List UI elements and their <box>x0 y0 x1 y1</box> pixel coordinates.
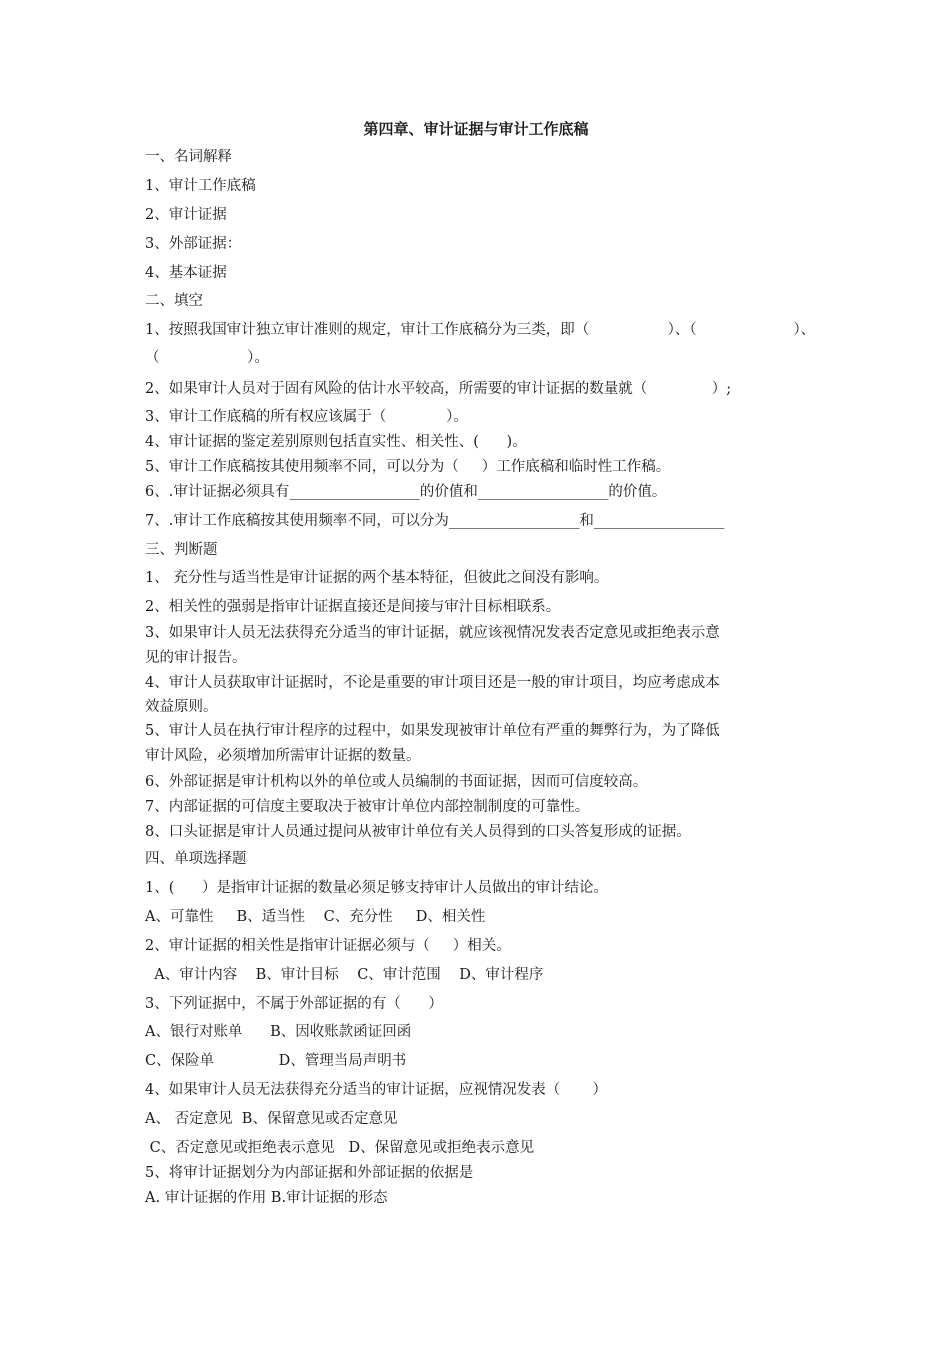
text-line: A、银行对账单 B、因收账款函证回函 <box>145 1024 412 1040</box>
text-line: C、否定意见或拒绝表示意见 D、保留意见或拒绝表示意见 <box>145 1140 535 1156</box>
text-line: A. 审计证据的作用 B.审计证据的形态 <box>145 1190 388 1206</box>
text-line: A、 否定意见 B、保留意见或否定意见 <box>145 1111 398 1127</box>
text-line: 5、审计人员在执行审计程序的过程中，如果发现被审计单位有严重的舞弊行为，为了降低 <box>145 723 720 739</box>
text-line: 6、外部证据是审计机构以外的单位或人员编制的书面证据，因而可信度较高。 <box>145 774 648 790</box>
text-line: 见的审计报告。 <box>145 650 247 666</box>
text-line: 5、将审计证据划分为内部证据和外部证据的依据是 <box>145 1165 474 1181</box>
text-line: C、保险单 D、管理当局声明书 <box>145 1053 407 1069</box>
section-heading-4: 四、单项选择题 <box>145 851 247 867</box>
text-line: 8、口头证据是审计人员通过提问从被审计单位有关人员得到的口头答复形成的证据。 <box>145 824 691 840</box>
text-line: A、可靠性 B、适当性 C、充分性 D、相关性 <box>145 909 486 925</box>
text-line: 2、相关性的强弱是指审计证据直接还是间接与审汁目标相联系。 <box>145 599 561 615</box>
text-line: 1、审计工作底稿 <box>145 178 256 194</box>
text-line: 3、审计工作底稿的所有权应该属于（ ）。 <box>145 409 468 425</box>
text-line: 4、审计人员获取审计证据时，不论是重要的审计项目还是一般的审计项目，均应考虑成本 <box>145 675 720 691</box>
text-line: 3、外部证据： <box>145 236 242 252</box>
text-line: 4、基本证据 <box>145 265 227 281</box>
chapter-title: 第四章、审计证据与审计工作底稿 <box>363 120 589 138</box>
text-line: 3、下列证据中，不属于外部证据的有（ ） <box>145 996 443 1012</box>
text-line: 7、.审计工作底稿按其使用频率不同，可以分为__________________和__________________ <box>145 513 725 529</box>
text-line: 2、如果审计人员对于固有风险的估计水平较高，所需要的审计证据的数量就（ ）; <box>145 381 732 397</box>
section-heading-2: 二、填空 <box>145 293 203 309</box>
text-line: 2、审计证据 <box>145 207 227 223</box>
text-line: 效益原则。 <box>145 699 218 715</box>
text-line: 5、审计工作底稿按其使用频率不同，可以分为（ ）工作底稿和临时性工作稿。 <box>145 459 671 475</box>
text-line: A、审计内容 B、审计目标 C、审计范围 D、审计程序 <box>145 967 544 983</box>
text-line: 2、审计证据的相关性是指审计证据必须与（ ）相关。 <box>145 938 511 954</box>
text-line: 4、审计证据的鉴定差别原则包括直实性、相关性、( )。 <box>145 434 527 450</box>
text-line: 1、( ）是指审计证据的数量必须足够支持审计人员做出的审计结论。 <box>145 880 609 896</box>
text-line: 6、.审计证据必须具有__________________的价值和__________________的价值。 <box>145 484 667 500</box>
text-line: 审计风险，必须增加所需审计证据的数量。 <box>145 748 421 764</box>
text-line: 3、如果审计人员无法获得充分适当的审计证据，就应该视情况发表否定意见或拒绝表示意 <box>145 625 720 641</box>
text-line: （ ）。 <box>145 350 269 366</box>
text-line: 7、内部证据的可信度主要取决于被审计单位内部控制制度的可靠性。 <box>145 799 590 815</box>
section-heading-3: 三、判断题 <box>145 542 218 558</box>
text-line: 1、按照我国审计独立审计准则的规定，审计工作底稿分为三类，即（ ）、（ ）、 <box>145 322 816 338</box>
section-heading-1: 一、名词解释 <box>145 149 232 165</box>
text-line: 4、如果审计人员无法获得充分适当的审计证据，应视情况发表（ ） <box>145 1082 607 1098</box>
text-line: 1、 充分性与适当性是审计证据的两个基本特征，但彼此之间没有影响。 <box>145 570 609 586</box>
